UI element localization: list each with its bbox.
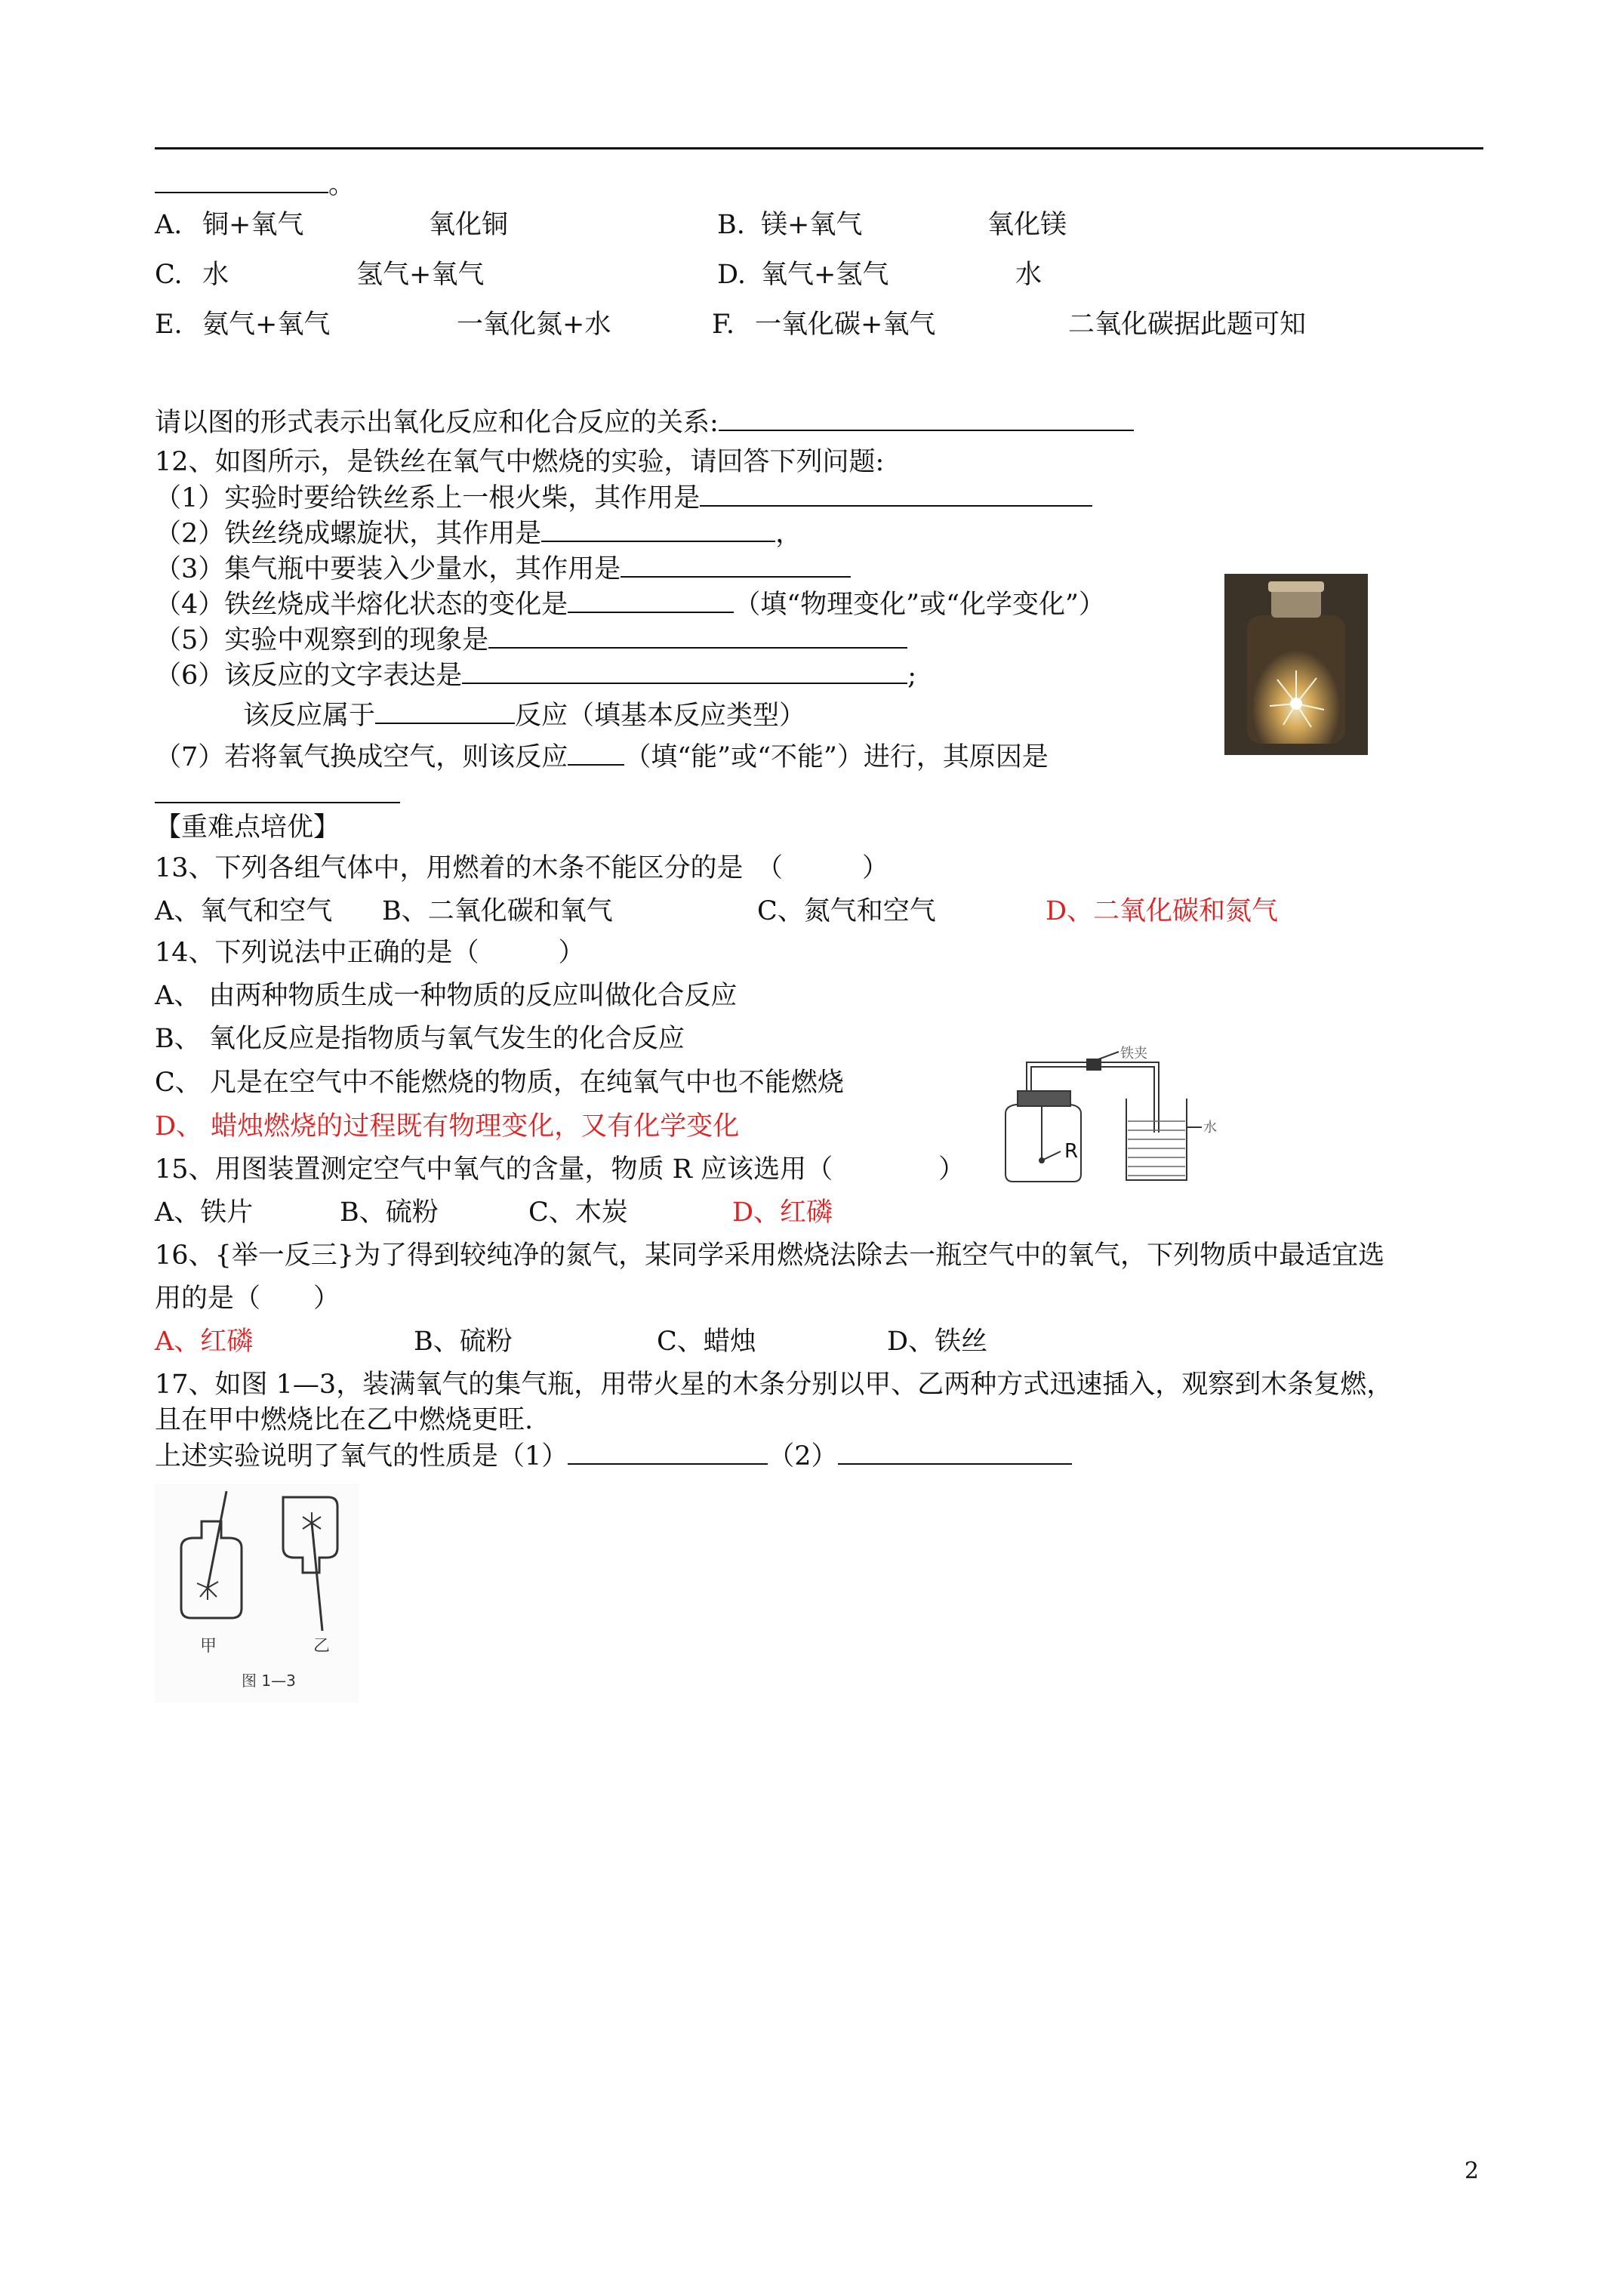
q13-option-d-answer: D、二氧化碳和氮气: [1046, 896, 1279, 926]
q12-sub4: （4）铁丝烧成半熔化状态的变化是 （填“物理变化”或“化学变化”）: [155, 587, 1105, 621]
iron-wire-burning-photo: [1224, 574, 1368, 755]
q12-stem: 12、如图所示，是铁丝在氧气中燃烧的实验，请回答下列问题:: [155, 447, 885, 477]
q11-option-b-left: 镁+氧气: [761, 210, 863, 240]
q13-option-b: B、二氧化碳和氧气: [382, 896, 613, 926]
q11-option-d-left: 氧气+氢气: [761, 260, 889, 290]
q15-option-d-answer: D、红磷: [732, 1197, 833, 1228]
q12-sub1: （1）实验时要给铁丝系上一根火柴，其作用是: [155, 481, 1092, 515]
q12-sub6-type: 该反应属于 反应（填基本反应类型）: [243, 698, 805, 732]
q11-option-e-right: 一氧化氮+水: [457, 310, 611, 340]
q11-option-e-left: 氨气+氧气: [202, 310, 331, 340]
substance-r-label: R: [1064, 1140, 1079, 1163]
answer-blank-line: 。: [155, 168, 355, 202]
q16-stem-line2: 用的是（ ）: [155, 1284, 340, 1314]
q11-option-e-label: E.: [155, 310, 183, 340]
q17-stem-line1: 17、如图 1—3，装满氧气的集气瓶，用带火星的木条分别以甲、乙两种方式迅速插入，观察到木条复燃，: [155, 1370, 1394, 1400]
header-rule: [155, 147, 1483, 149]
fig-caption: 图 1—3: [242, 1672, 296, 1690]
q14-option-d-answer: D、 蜡烛燃烧的过程既有物理变化，又有化学变化: [155, 1111, 740, 1142]
q12-sub3: （3）集气瓶中要装入少量水，其作用是: [155, 552, 851, 586]
q16-stem-line1: 16、{举一反三}为了得到较纯净的氮气，某同学采用燃烧法除去一瓶空气中的氧气，下列物质中最适宜选: [155, 1240, 1385, 1271]
page-number: 2: [1464, 2158, 1480, 2184]
q15-option-b: B、硫粉: [340, 1197, 439, 1228]
q11-option-d-right: 水: [1015, 260, 1042, 290]
q15-option-a: A、铁片: [155, 1197, 254, 1228]
figure-1-3: [155, 1484, 359, 1703]
q16-option-b: B、硫粉: [414, 1327, 513, 1357]
q12-sub7: （7）若将氧气换成空气，则该反应 （填“能”或“不能”）进行，其原因是: [155, 740, 1049, 774]
q14-option-c: C、 凡是在空气中不能燃烧的物质，在纯氧气中也不能燃烧: [155, 1068, 844, 1098]
section-title: 【重难点培优】: [155, 812, 340, 843]
q11-option-f-label: F.: [712, 310, 735, 340]
q12-sub7-blank: [155, 778, 400, 812]
clamp-label: 铁夹: [1120, 1046, 1147, 1062]
q11-option-d-label: D.: [717, 260, 746, 290]
q17-stem-line3: 上述实验说明了氧气的性质是（1） （2）: [155, 1439, 1072, 1473]
q12-sub5: （5）实验中观察到的现象是: [155, 623, 907, 657]
q13-option-a: A、氧气和空气: [155, 896, 333, 926]
q11-option-c-left: 水: [202, 260, 229, 290]
q13-stem: 13、下列各组气体中，用燃着的木条不能区分的是 （ ）: [155, 853, 889, 883]
q16-option-d: D、铁丝: [887, 1327, 988, 1357]
q13-option-c: C、氮气和空气: [757, 896, 936, 926]
q11-relation-prompt: 请以图的形式表示出氧化反应和化合反应的关系:: [155, 405, 1134, 439]
q11-option-a-right: 氧化铜: [429, 210, 509, 240]
fig-label-yi: 乙: [313, 1637, 331, 1656]
q11-option-f-left: 一氧化碳+氧气: [755, 310, 936, 340]
q11-option-f-right: 二氧化碳据此题可知: [1068, 310, 1307, 340]
fig-label-jia: 甲: [200, 1637, 217, 1656]
q14-stem: 14、下列说法中正确的是（ ）: [155, 938, 585, 968]
q11-option-b-label: B.: [717, 210, 745, 240]
q15-option-c: C、木炭: [528, 1197, 628, 1228]
q17-stem-line2: 且在甲中燃烧比在乙中燃烧更旺.: [155, 1405, 534, 1435]
q14-option-a: A、 由两种物质生成一种物质的反应叫做化合反应: [155, 981, 738, 1011]
q12-sub6: （6）该反应的文字表达是 ;: [155, 658, 916, 692]
oxygen-measurement-apparatus: [989, 1046, 1230, 1185]
q12-sub2: （2）铁丝绕成螺旋状，其作用是 ，: [155, 516, 802, 550]
q11-option-a-label: A.: [155, 210, 183, 240]
q11-option-a-left: 铜+氧气: [202, 210, 304, 240]
q11-option-c-right: 氢气+氧气: [356, 260, 485, 290]
q11-option-c-label: C.: [155, 260, 183, 290]
water-label: 水: [1203, 1120, 1217, 1136]
q15-stem: 15、用图装置测定空气中氧气的含量，物质 R 应该选用（ ）: [155, 1154, 965, 1185]
q11-option-b-right: 氧化镁: [987, 210, 1067, 240]
q14-option-b: B、 氧化反应是指物质与氧气发生的化合反应: [155, 1024, 685, 1054]
q16-option-a-answer: A、红磷: [155, 1327, 254, 1357]
q16-option-c: C、蜡烛: [657, 1327, 756, 1357]
